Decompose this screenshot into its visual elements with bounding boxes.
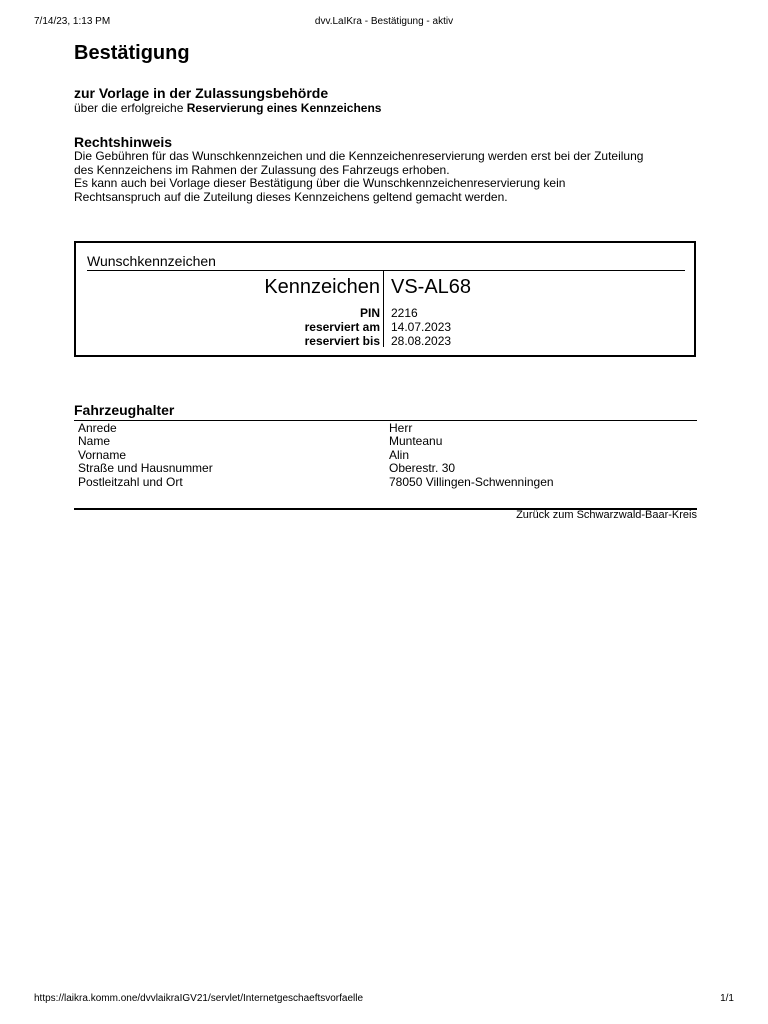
page-title: Bestätigung [74,42,190,64]
legal-heading: Rechtshinweis [74,134,173,150]
plate-info-label: PIN [359,306,380,320]
subtitle: zur Vorlage in der Zulassungsbehörde [74,85,329,101]
holder-label: Vorname [78,448,127,462]
plate-label: Kennzeichen [264,276,380,298]
print-url: https://laikra.komm.one/dvvlaikraIGV21/servlet/Internetgeschaeftsvorfaelle [34,993,364,1004]
holder-row [78,461,697,475]
plate-info-value: 28.08.2023 [391,334,452,348]
page-count: 1/1 [720,993,734,1004]
plate-value: VS-AL68 [391,276,472,298]
plate-info-label: reserviert am [304,320,380,334]
back-link[interactable]: Zurück zum Schwarzwald-Baar-Kreis [516,509,697,521]
holder-label: Name [78,434,111,448]
legal-line: Die Gebühren für das Wunschkennzeichen und die Kennzeichenreservierung werden erst bei der Zuteilung [74,149,644,163]
plate-info-label: reserviert bis [304,334,380,348]
legal-text [74,150,714,204]
holder-value: 78050 Villingen-Schwenningen [389,475,554,489]
holder-value: Alin [389,448,410,462]
holder-label: Straße und Hausnummer [78,461,213,475]
plate-box-heading: Wunschkennzeichen [87,253,685,271]
holder-value: Herr [389,421,413,435]
holder-value: Munteanu [389,434,443,448]
holder-row [78,448,697,462]
holder-label: Anrede [78,421,117,435]
plate-info-value: 14.07.2023 [391,320,452,334]
legal-line: des Kennzeichens im Rahmen der Zulassung des Fahrzeugs erhoben. [74,162,450,177]
subline-bold: Reservierung eines Kennzeichens [186,101,382,115]
holder-row [78,434,697,448]
plate-info-row-pin [76,306,694,320]
holder-heading: Fahrzeughalter [74,402,175,418]
print-page-title: dvv.LaIKra - Bestätigung - aktiv [314,16,454,27]
holder-row [78,421,697,435]
holder-value: Oberestr. 30 [389,461,456,475]
legal-line: Es kann auch bei Vorlage dieser Bestätigung über die Wunschkennzeichenreservierung kein [74,176,566,190]
plate-info-value: 2216 [391,306,418,320]
subline [74,101,381,115]
holder-row [78,475,697,489]
plate-info-row-reserved-until [76,334,694,348]
print-datetime: 7/14/23, 1:13 PM [34,16,111,27]
subline-prefix: über die erfolgreiche [74,101,187,115]
plate-info-row-reserved-from [76,320,694,334]
plate-box [74,241,696,357]
holder-label: Postleitzahl und Ort [78,475,183,489]
legal-line: Rechtsanspruch auf die Zuteilung dieses Kennzeichens geltend gemacht werden. [74,189,508,204]
